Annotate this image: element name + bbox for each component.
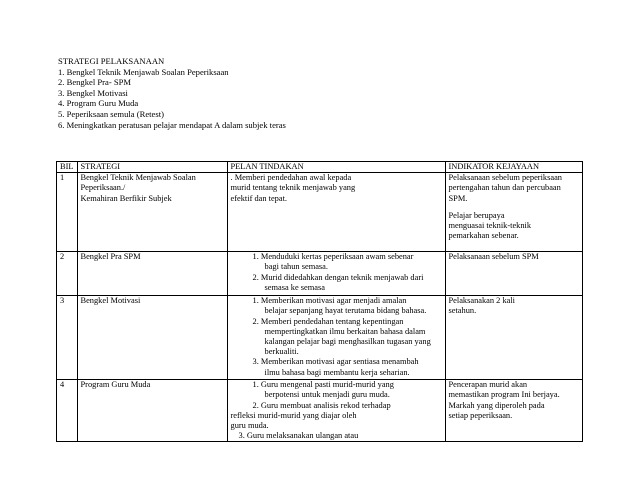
- header-pelan: PELAN TINDAKAN: [227, 162, 445, 173]
- table-header-row: [57, 162, 583, 173]
- overview-item: 5. Peperiksaan semula (Retest): [58, 108, 164, 119]
- cell-pelan: . Memberi pendedahan awal kepada murid tentang teknik menjawab yang efektif dan tepat.: [227, 173, 445, 252]
- overview-item: 2. Bengkel Pra- SPM: [58, 77, 132, 88]
- cell-bil: 1: [57, 173, 78, 252]
- cell-strategi: Bengkel Motivasi: [77, 296, 227, 380]
- cell-indikator: Pelaksanaan sebelum SPM: [445, 252, 582, 296]
- cell-pelan: 1. Memberikan motivasi agar menjadi amalan belajar sepanjang hayat terutama bidang bahasa. 2. Memberi pendedahan tentang kepentingan mempertingkatkan ilmu berkaitan bahasa dalam kalangan pelajar bagi menghasilkan tugasan yang berkualiti. 3. Memberikan motivasi agar sentiasa menambah ilmu bahasa bagi membantu kerja seharian.: [227, 296, 445, 380]
- cell-strategi: Program Guru Muda: [77, 380, 227, 442]
- cell-bil: 3: [57, 296, 78, 380]
- cell-strategi: Bengkel Teknik Menjawab Soalan Peperiksaan./ Kemahiran Berfikir Subjek: [77, 173, 227, 252]
- cell-indikator: Pelaksanaan sebelum peperiksaan pertengahan tahun dan percubaan SPM. Pelajar berupaya menguasai teknik-teknik pemarkahan sebenar.: [445, 173, 582, 252]
- cell-pelan: 1. Guru mengenal pasti murid-murid yang berpotensi untuk menjadi guru muda. 2. Guru membuat analisis rekod terhadap refleksi murid-murid yang diajar oleh guru muda. 3. Guru melaksanakan ulangan atau: [227, 380, 445, 442]
- cell-pelan: 1. Menduduki kertas peperiksaan awam sebenar bagi tahun semasa. 2. Murid didedahkan dengan teknik menjawab dari semasa ke semasa: [227, 252, 445, 296]
- overview-item: 1. Bengkel Teknik Menjawab Soalan Peperiksaan: [58, 66, 229, 77]
- header-strategi: STRATEGI: [77, 162, 227, 173]
- table-row: [57, 296, 583, 380]
- table-row: [57, 173, 583, 252]
- header-indikator: INDIKATOR KEJAYAAN: [445, 162, 582, 173]
- overview-item: 4. Program Guru Muda: [58, 98, 139, 109]
- cell-bil: 2: [57, 252, 78, 296]
- cell-indikator: Pelaksanakan 2 kali setahun.: [445, 296, 582, 380]
- cell-indikator: Pencerapan murid akan memastikan program Ini berjaya. Markah yang diperoleh pada setiap peperiksaan.: [445, 380, 582, 442]
- cell-bil: 4: [57, 380, 78, 442]
- overview-item: 3. Bengkel Motivasi: [58, 87, 128, 98]
- table-row: [57, 380, 583, 442]
- strategy-overview: [58, 56, 286, 130]
- table-row: [57, 252, 583, 296]
- strategy-table: [56, 161, 583, 442]
- overview-item: 6. Meningkatkan peratusan pelajar mendapat A dalam subjek teras: [58, 119, 286, 130]
- cell-strategi: Bengkel Pra SPM: [77, 252, 227, 296]
- overview-title: STRATEGI PELAKSANAAN: [58, 56, 165, 66]
- header-bil: BIL: [57, 162, 78, 173]
